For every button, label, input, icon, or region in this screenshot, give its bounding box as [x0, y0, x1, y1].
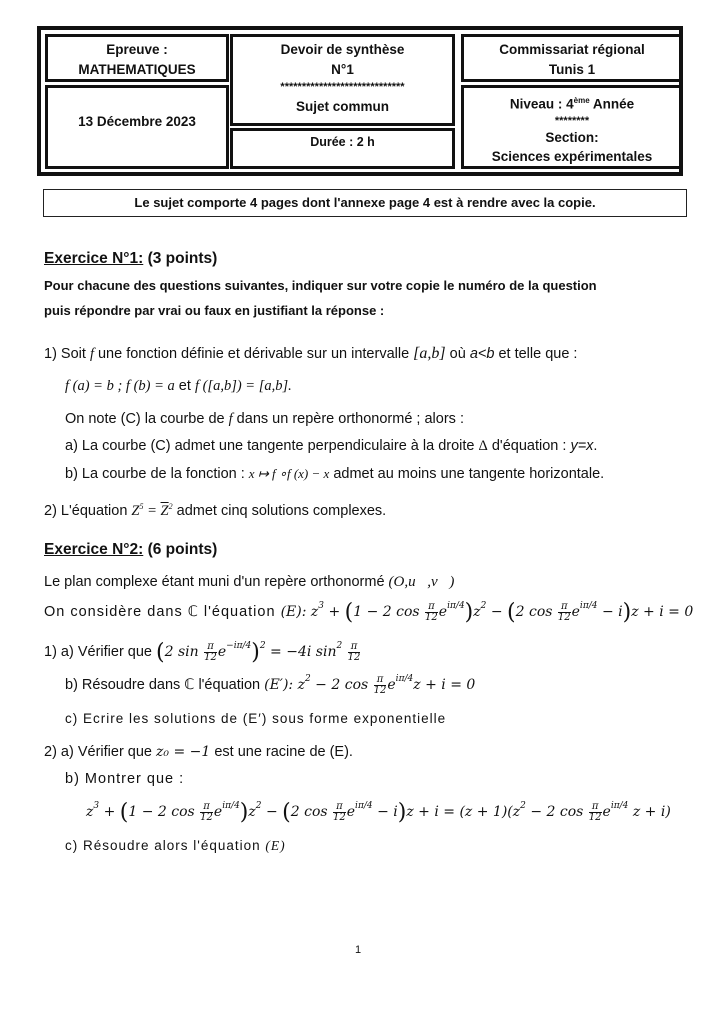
frac-num: π: [558, 602, 571, 613]
frac-num: π: [589, 802, 602, 813]
frac-num: π: [374, 675, 387, 686]
frac-den: 12: [333, 811, 346, 823]
commissariat-box: [461, 34, 683, 82]
exercise1-instructions-1: Pour chacune des questions suivantes, indiquer sur votre copie le numéro de la question: [44, 278, 597, 293]
exp-pi: π: [236, 641, 243, 651]
ex2-q2c: [65, 838, 286, 854]
ex1-q1-note: [65, 411, 464, 428]
ex2-intro: [44, 574, 454, 591]
exp-pi: π: [357, 801, 364, 811]
ex1-q1b: [65, 466, 604, 482]
q2-exp5: 5: [139, 502, 144, 511]
frac-num: π: [348, 642, 361, 653]
frac-den: 12: [557, 611, 571, 623]
q1-conditions-2: f ([a,b]) = [a,b].: [194, 378, 292, 394]
frac-den: 12: [588, 811, 602, 823]
q1-f: f: [89, 346, 94, 362]
q2-exp2: 2: [168, 502, 173, 511]
q1-prefix: 1) Soit: [44, 346, 90, 362]
exp-pi: π: [398, 674, 405, 684]
q1-conditions-1: f (a) = b ; f (b) = a: [65, 378, 175, 394]
ex2-q2a: [44, 744, 353, 760]
exercise1-heading: Exercice N°1:: [44, 250, 144, 267]
q2-prefix: 2) L'équation: [44, 502, 132, 519]
sujet-commun: Sujet commun: [295, 99, 389, 114]
q1a-eq: y=x: [570, 438, 594, 454]
commissariat: Commissariat régional: [499, 42, 645, 57]
ex2-q1b: [65, 674, 475, 696]
ex2-q1b-math: $z^2 - 2$ cos $\frac{\pi}{12}$ $e^{i\pi/4}z + i = 0$: [297, 673, 476, 696]
exercise1-points: (3 points): [143, 250, 218, 267]
frac-num: π: [200, 802, 213, 813]
q1-conditions-et: et: [174, 378, 195, 394]
q1-note-f: f: [228, 411, 233, 427]
q1-end: et telle que :: [494, 346, 578, 362]
frac-den: 12: [200, 811, 213, 823]
stars-divider: *****************************: [280, 81, 405, 93]
ex2-considere: On considère dans ℂ l'équation: [44, 604, 281, 620]
epreuve-label: Epreuve :: [106, 42, 168, 57]
subject-name: MATHEMATIQUES: [78, 62, 196, 77]
ex2-q2b-identity: [86, 800, 671, 825]
ex1-q1: [44, 345, 577, 363]
duration-box: [230, 128, 455, 169]
ex2-q2a-prefix: 2) a) Vérifier que: [44, 744, 157, 760]
exp-four: 4: [591, 601, 598, 611]
ex2-q2c-prefix: c) Résoudre alors l'équation: [65, 838, 266, 853]
q2-zbar: $\overline{Z}$: [160, 502, 169, 519]
ex1-q1-conditions: [65, 378, 292, 395]
q1-note-prefix: On note (C) la courbe de: [65, 411, 229, 427]
q1a-prefix: a) La courbe (C) admet une tangente perpendiculaire à la droite: [65, 438, 479, 454]
section-label: Section:: [545, 129, 599, 145]
niveau-prefix: Niveau : 4: [509, 96, 574, 112]
exp-pi: π: [225, 801, 232, 811]
exam-date: 13 Décembre 2023: [78, 114, 196, 129]
frac-num: π: [425, 602, 438, 613]
exp-four: 4: [407, 674, 414, 684]
exp-four: 4: [234, 801, 240, 811]
exp-four: 4: [622, 801, 629, 811]
q1-text: une fonction définie et dérivable sur un intervalle: [93, 346, 414, 362]
ex2-q2a-suffix: est une racine de (E).: [210, 744, 353, 760]
ex2-q1a: [44, 640, 361, 665]
q1b-prefix: b) La courbe de la fonction :: [65, 466, 249, 482]
q1b-suffix: admet au moins une tangente horizontale.: [329, 466, 605, 482]
ex2-equation-E: [44, 600, 693, 625]
q1-cond: a<b: [469, 346, 495, 362]
ex2-q2a-math: z₀ = −1: [156, 744, 211, 760]
subject-box: [45, 34, 229, 82]
ex2-intro-text: Le plan complexe étant muni d'un repère orthonormé: [44, 574, 389, 590]
exercise1-title: [44, 250, 217, 268]
ex2-q1a-math: (2 sin $\frac{\pi}{12}$ $e^{-i\pi/4})^2 = -4i$ $\sin^2$ $\frac{\pi}{12}$: [156, 640, 361, 665]
q2-z: Z: [131, 502, 140, 519]
eq-E-label: (E):: [280, 604, 311, 620]
frac-den: 12: [425, 611, 438, 623]
exercise2-heading: Exercice N°2:: [44, 541, 144, 558]
niveau-sup: ème: [573, 96, 590, 105]
eq-Eprime-label: (E′):: [264, 677, 298, 693]
frac-den: 12: [373, 684, 387, 696]
date-box: [45, 85, 229, 169]
ex2-q2b-math: $z^3 + (1 - 2$ cos $\frac{\pi}{12}$ $e^{i\pi/4})z^2 - (2$ cos $\frac{\pi}{12}$ $e^{i\pi/4} - i)z + i = (z + 1)(z^2 - 2$ cos $\frac{\pi}{12}$ $e^{i\pi/4}$ z + i): [86, 800, 671, 825]
q1-interval: [a,b]: [413, 345, 446, 362]
exercise1-instructions-2: puis répondre par vrai ou faux en justifiant la réponse :: [44, 303, 385, 318]
ex2-q1a-prefix: 1) a) Vérifier que: [44, 644, 157, 660]
q1a-end: .: [593, 438, 598, 454]
region: Tunis 1: [548, 62, 596, 77]
stars-short: ********: [554, 114, 590, 127]
frac-num: π: [204, 642, 217, 653]
q2-eq: =: [143, 502, 161, 519]
section-name: Sciences expérimentales: [491, 148, 653, 164]
ex2-intro-math: (O,u⃗,v⃗): [388, 574, 455, 590]
level-box: [461, 85, 683, 169]
page-number: 1: [355, 944, 362, 956]
duration: Durée : 2 h: [310, 135, 375, 149]
q2-suffix: admet cinq solutions complexes.: [172, 502, 387, 519]
ex1-q1a: [65, 438, 597, 455]
frac-num: π: [333, 802, 346, 813]
exam-number: N°1: [331, 62, 354, 77]
exp-four: 4: [458, 601, 465, 611]
exp-pi: π: [582, 601, 589, 611]
exp-pi: π: [613, 801, 620, 811]
frac-den: 12: [347, 651, 361, 663]
niveau: [464, 91, 680, 114]
frac-den: 12: [204, 651, 217, 663]
q1b-math: x ↦ f ∘f (x) − x: [248, 466, 330, 481]
notice-box: Le sujet comporte 4 pages dont l'annexe page 4 est à rendre avec la copie.: [43, 189, 687, 217]
exam-type-box: [230, 34, 455, 126]
exam-type: Devoir de synthèse: [280, 42, 405, 57]
exp-four: 4: [245, 641, 252, 651]
exercise2-title: [44, 541, 217, 559]
ex2-q1b-prefix: b) Résoudre dans ℂ l'équation: [65, 677, 265, 693]
ex2-q1c: c) Ecrire les solutions de (E′) sous forme exponentielle: [65, 711, 447, 726]
ex1-q2: [44, 502, 386, 520]
q1-note-suffix: dans un repère orthonormé ; alors :: [232, 411, 464, 427]
eq-E-body: $z^3 + (1 - 2$ cos $\frac{\pi}{12}$ $e^{i\pi/4})z^2 - (2$ cos $\frac{\pi}{12}$ $e^{i\pi/4} - i)z + i = 0$: [310, 600, 694, 625]
exp-pi: π: [449, 601, 456, 611]
q1a-delta: Δ: [478, 438, 488, 454]
q1a-mid: d'équation :: [487, 438, 571, 454]
q1-where: où: [445, 346, 470, 362]
niveau-suffix: Année: [589, 96, 635, 112]
ex2-q2b: b) Montrer que :: [65, 771, 185, 787]
exercise2-points: (6 points): [143, 541, 218, 558]
exp-four: 4: [366, 801, 373, 811]
ex2-q2c-math: (E): [265, 838, 286, 853]
